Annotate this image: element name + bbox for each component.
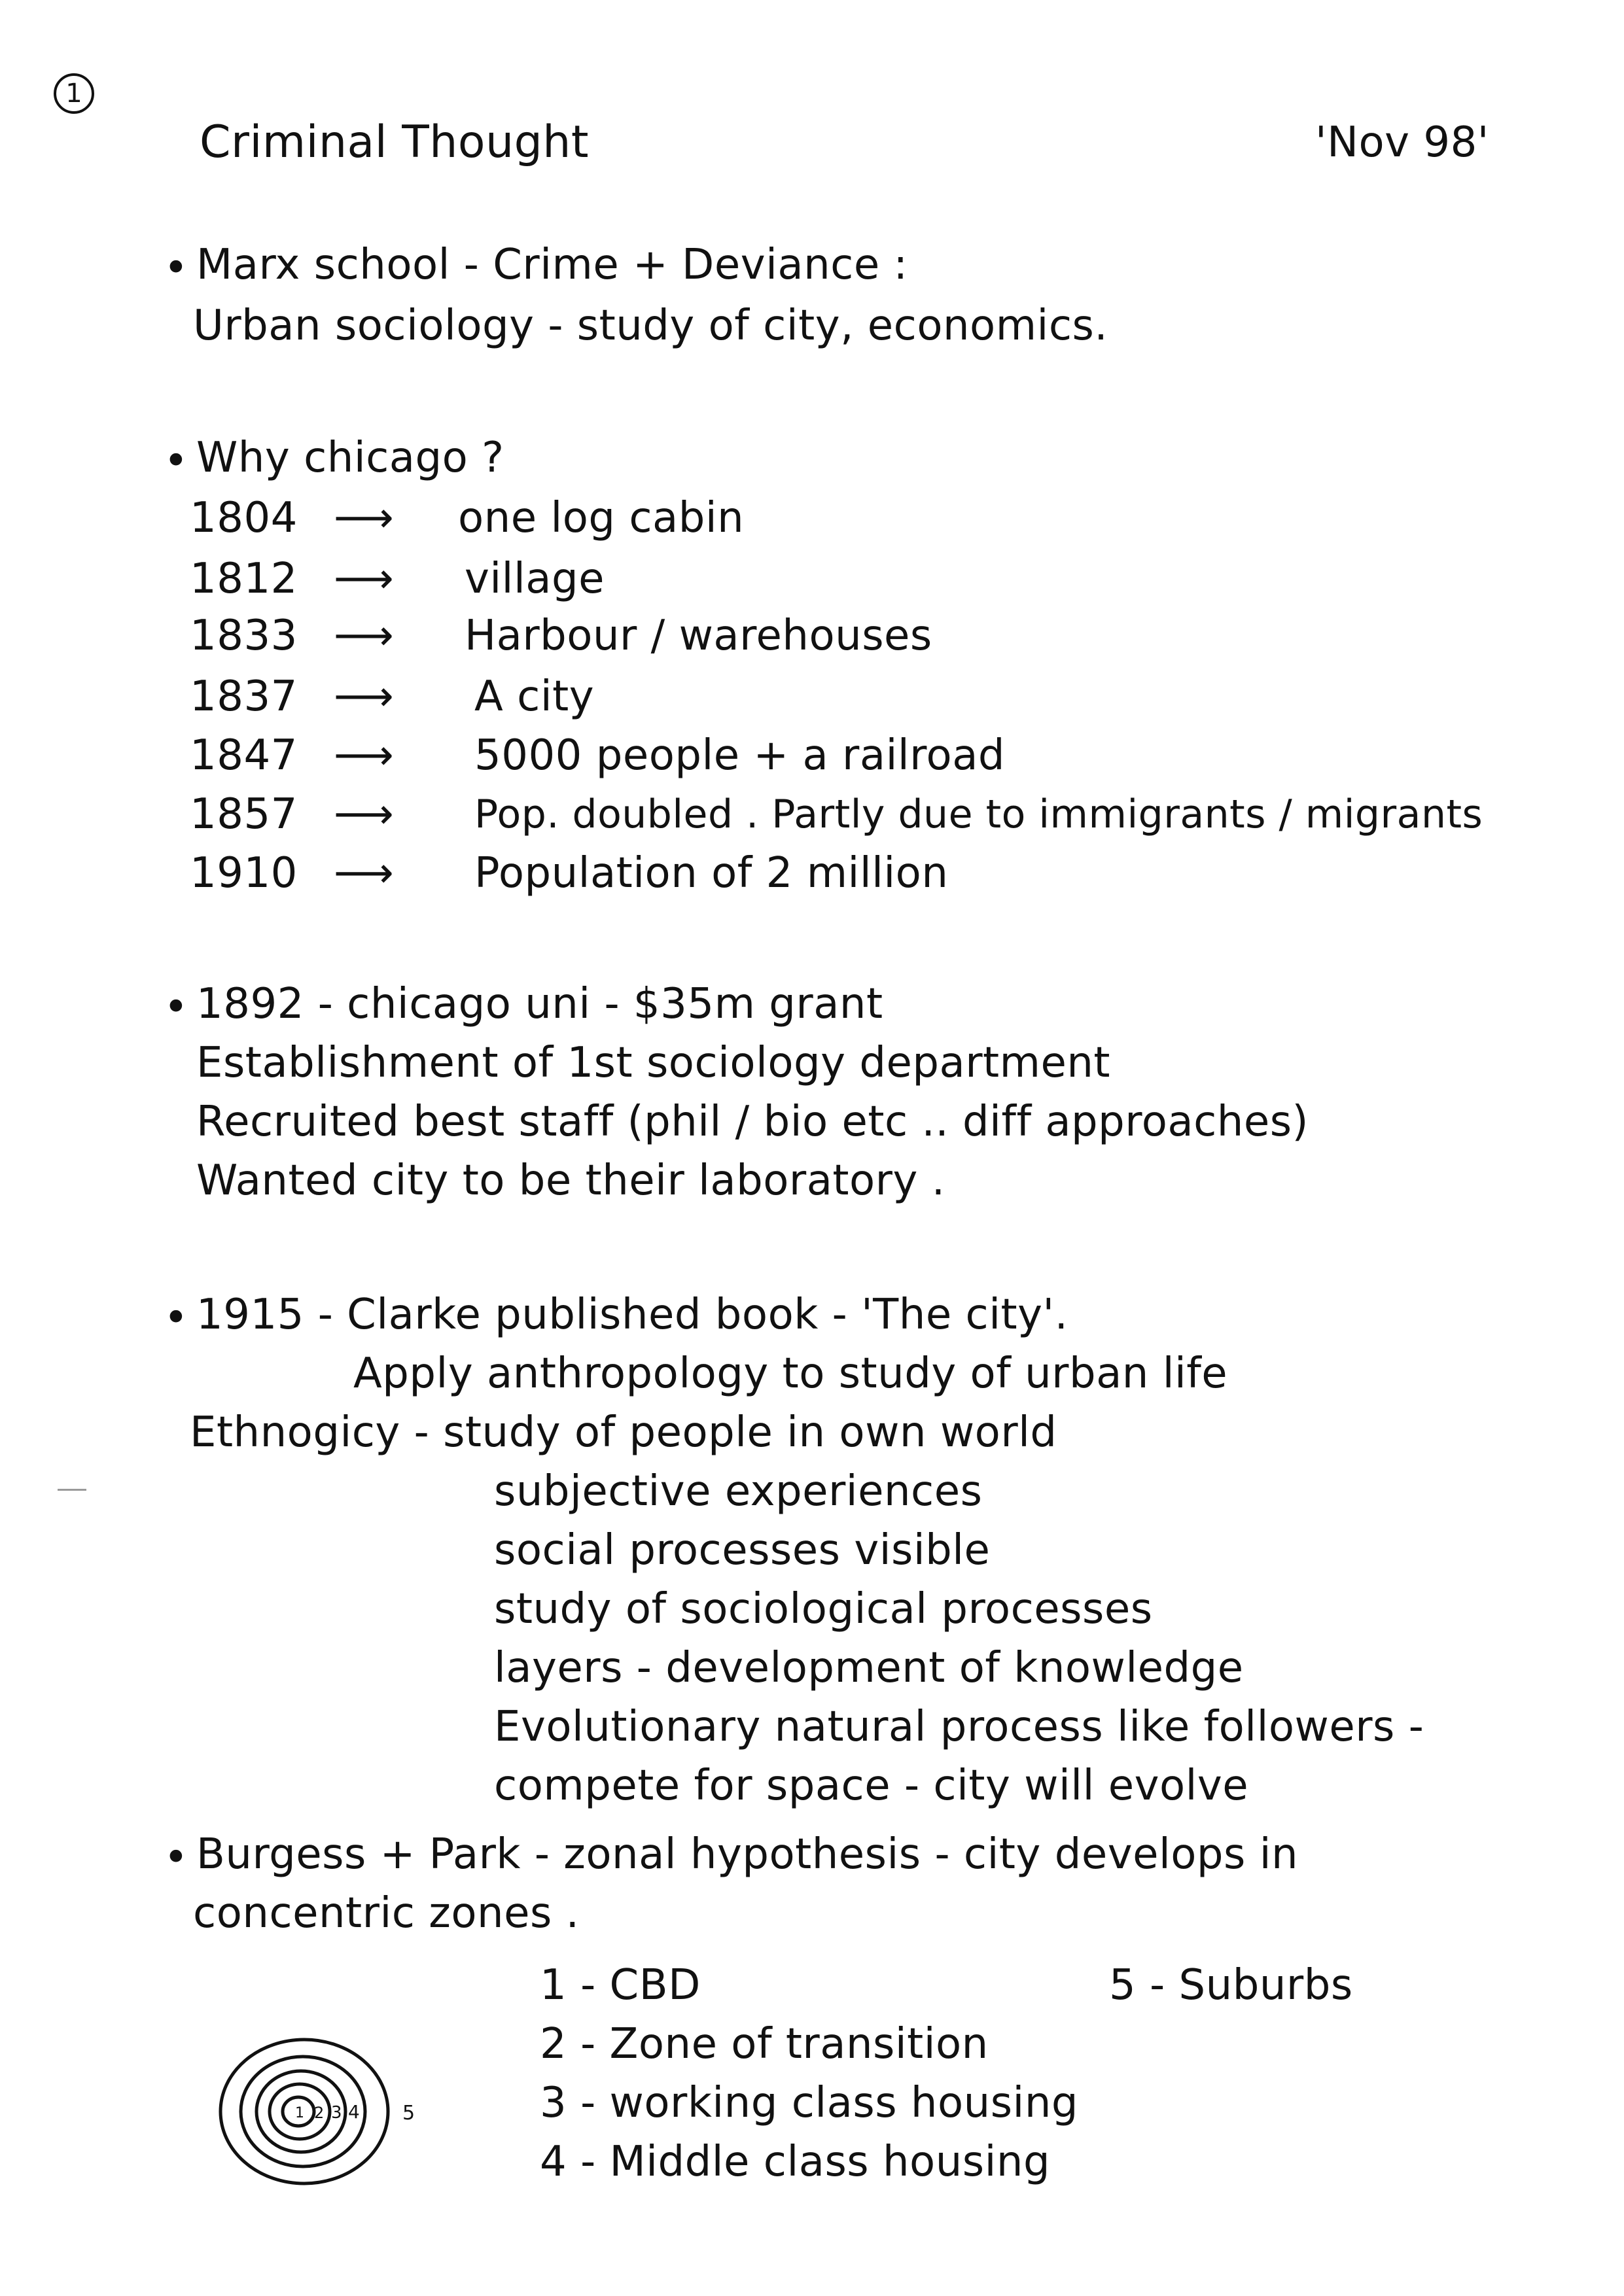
diagram-label: 1 [295, 2105, 304, 2121]
timeline-year: 1837 [190, 672, 298, 721]
bullet-marx: • [164, 244, 188, 292]
timeline-year: 1812 [190, 555, 298, 603]
zone-item: 4 - Middle class housing [540, 2138, 1051, 2186]
zone-item: 1 - CBD [540, 1961, 701, 2009]
social-processes-line: social processes visible [494, 1526, 991, 1574]
arrow-icon: ⟶ [334, 731, 395, 780]
bullet-burgess-park: • [164, 1834, 188, 1882]
zone-item: 5 - Suburbs [1109, 1961, 1353, 2009]
timeline-year: 1804 [190, 494, 298, 542]
stray-mark [58, 1489, 86, 1491]
ethnography-line: Ethnogicy - study of people in own world [190, 1408, 1057, 1457]
zone-item: 2 - Zone of transition [540, 2020, 989, 2068]
timeline-year: 1910 [190, 849, 298, 897]
laboratory-line: Wanted city to be their laboratory . [196, 1157, 945, 1205]
arrow-icon: ⟶ [334, 849, 395, 897]
urban-sociology-line: Urban sociology - study of city, economics. [193, 302, 1108, 350]
timeline-year: 1857 [190, 790, 298, 839]
sociology-department-line: Establishment of 1st sociology department [196, 1039, 1110, 1087]
diagram-label: 4 [348, 2101, 360, 2123]
note-date: 'Nov 98' [1315, 118, 1489, 167]
page-title: Criminal Thought [200, 116, 589, 168]
evolutionary-line: Evolutionary natural process like followers - [494, 1703, 1424, 1751]
sociological-processes-line: study of sociological processes [494, 1585, 1153, 1633]
marx-school-line: Marx school - Crime + Deviance : [196, 241, 908, 289]
zonal-hypothesis-line: Burgess + Park - zonal hypothesis - city develops in [196, 1830, 1299, 1879]
timeline-event: A city [474, 672, 595, 721]
timeline-event: Harbour / warehouses [465, 612, 932, 660]
arrow-icon: ⟶ [334, 790, 395, 839]
diagram-label: 2 [314, 2104, 325, 2122]
bullet-clarke: • [164, 1294, 188, 1342]
recruited-staff-line: Recruited best staff (phil / bio etc .. diff approaches) [196, 1098, 1309, 1146]
arrow-icon: ⟶ [334, 555, 395, 603]
timeline-event: 5000 people + a railroad [474, 731, 1006, 780]
diagram-label: 5 [402, 2102, 415, 2125]
concentric-zones-line: concentric zones . [193, 1889, 580, 1938]
arrow-icon: ⟶ [334, 494, 395, 542]
why-chicago-heading: Why chicago ? [196, 434, 504, 482]
diagram-label: 3 [331, 2103, 342, 2123]
clarke-book-line: 1915 - Clarke published book - 'The city'. [196, 1291, 1068, 1339]
timeline-event: Population of 2 million [474, 849, 949, 897]
bullet-chicago-uni: • [164, 983, 188, 1032]
timeline-event: village [465, 555, 605, 603]
arrow-icon: ⟶ [334, 612, 395, 660]
page-number: 1 [54, 73, 94, 114]
zone-ring [221, 2040, 388, 2183]
subjective-experiences-line: subjective experiences [494, 1467, 983, 1516]
timeline-year: 1847 [190, 731, 298, 780]
zone-item: 3 - working class housing [540, 2079, 1078, 2127]
concentric-zones-diagram [216, 2034, 438, 2191]
timeline-year: 1833 [190, 612, 298, 660]
layers-line: layers - development of knowledge [494, 1644, 1244, 1692]
timeline-event: one log cabin [458, 494, 745, 542]
bullet-why-chicago: • [164, 437, 188, 485]
compete-space-line: compete for space - city will evolve [494, 1762, 1249, 1810]
anthropology-line: Apply anthropology to study of urban life [353, 1349, 1228, 1398]
arrow-icon: ⟶ [334, 672, 395, 721]
timeline-event: Pop. doubled . Partly due to immigrants / migrants [474, 791, 1483, 837]
chicago-uni-line: 1892 - chicago uni - $35m grant [196, 980, 883, 1028]
